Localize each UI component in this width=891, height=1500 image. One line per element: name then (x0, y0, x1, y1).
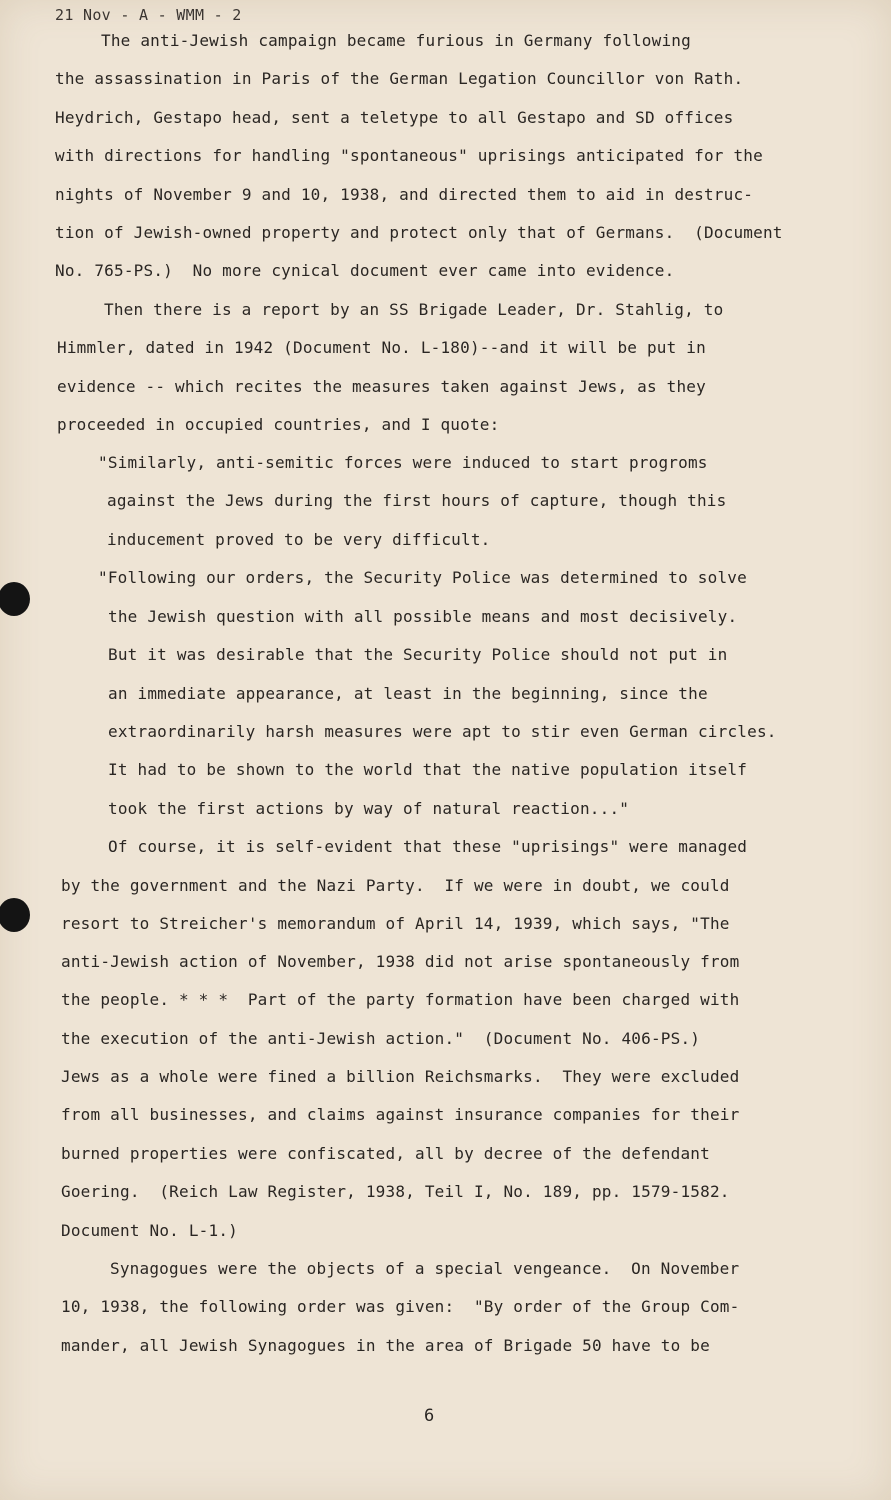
text-line: Of course, it is self-evident that these "uprisings" were managed (108, 837, 748, 856)
text-line: The anti-Jewish campaign became furious in Germany following (101, 31, 691, 50)
text-line: resort to Streicher's memorandum of April 14, 1939, which says, "The (61, 914, 730, 933)
text-line: the execution of the anti-Jewish action." (Document No. 406-PS.) (61, 1029, 701, 1048)
text-line: burned properties were confiscated, all by decree of the defendant (61, 1144, 710, 1163)
text-line: Himmler, dated in 1942 (Document No. L-180)--and it will be put in (57, 338, 706, 357)
text-line: inducement proved to be very difficult. (107, 530, 491, 549)
text-line: from all businesses, and claims against insurance companies for their (61, 1105, 740, 1124)
text-line: with directions for handling "spontaneous" uprisings anticipated for the (55, 146, 763, 165)
text-line: by the government and the Nazi Party. If we were in doubt, we could (61, 876, 730, 895)
text-line: the Jewish question with all possible means and most decisively. (108, 607, 738, 626)
text-line: Then there is a report by an SS Brigade Leader, Dr. Stahlig, to (104, 300, 724, 319)
text-line: Synagogues were the objects of a special vengeance. On November (110, 1259, 740, 1278)
text-line: Document No. L-1.) (61, 1221, 238, 1240)
text-line: proceeded in occupied countries, and I quote: (57, 415, 500, 434)
text-line: an immediate appearance, at least in the beginning, since the (108, 684, 708, 703)
punch-hole (0, 898, 30, 932)
text-line: Goering. (Reich Law Register, 1938, Teil I, No. 189, pp. 1579-1582. (61, 1182, 730, 1201)
document-header: 21 Nov - A - WMM - 2 (55, 6, 242, 24)
text-line: against the Jews during the first hours of capture, though this (107, 491, 727, 510)
text-line: evidence -- which recites the measures taken against Jews, as they (57, 377, 706, 396)
text-line: anti-Jewish action of November, 1938 did not arise spontaneously from (61, 952, 740, 971)
text-line: No. 765-PS.) No more cynical document ever came into evidence. (55, 261, 675, 280)
text-line: It had to be shown to the world that the native population itself (108, 760, 748, 779)
text-line: extraordinarily harsh measures were apt to stir even German circles. (108, 722, 777, 741)
text-line: nights of November 9 and 10, 1938, and directed them to aid in destruc- (55, 185, 754, 204)
text-line: Heydrich, Gestapo head, sent a teletype to all Gestapo and SD offices (55, 108, 734, 127)
text-line: the assassination in Paris of the German Legation Councillor von Rath. (55, 69, 744, 88)
text-line: mander, all Jewish Synagogues in the area of Brigade 50 have to be (61, 1336, 710, 1355)
text-line: "Similarly, anti-semitic forces were induced to start progroms (98, 453, 708, 472)
text-line: "Following our orders, the Security Police was determined to solve (98, 568, 747, 587)
text-line: tion of Jewish-owned property and protect only that of Germans. (Document (55, 223, 783, 242)
text-line: But it was desirable that the Security Police should not put in (108, 645, 728, 664)
text-line: Jews as a whole were fined a billion Reichsmarks. They were excluded (61, 1067, 740, 1086)
text-line: took the first actions by way of natural reaction..." (108, 799, 630, 818)
punch-hole (0, 582, 30, 616)
page-number: 6 (424, 1406, 435, 1426)
text-line: 10, 1938, the following order was given: "By order of the Group Com- (61, 1297, 740, 1316)
text-line: the people. * * * Part of the party formation have been charged with (61, 990, 740, 1009)
